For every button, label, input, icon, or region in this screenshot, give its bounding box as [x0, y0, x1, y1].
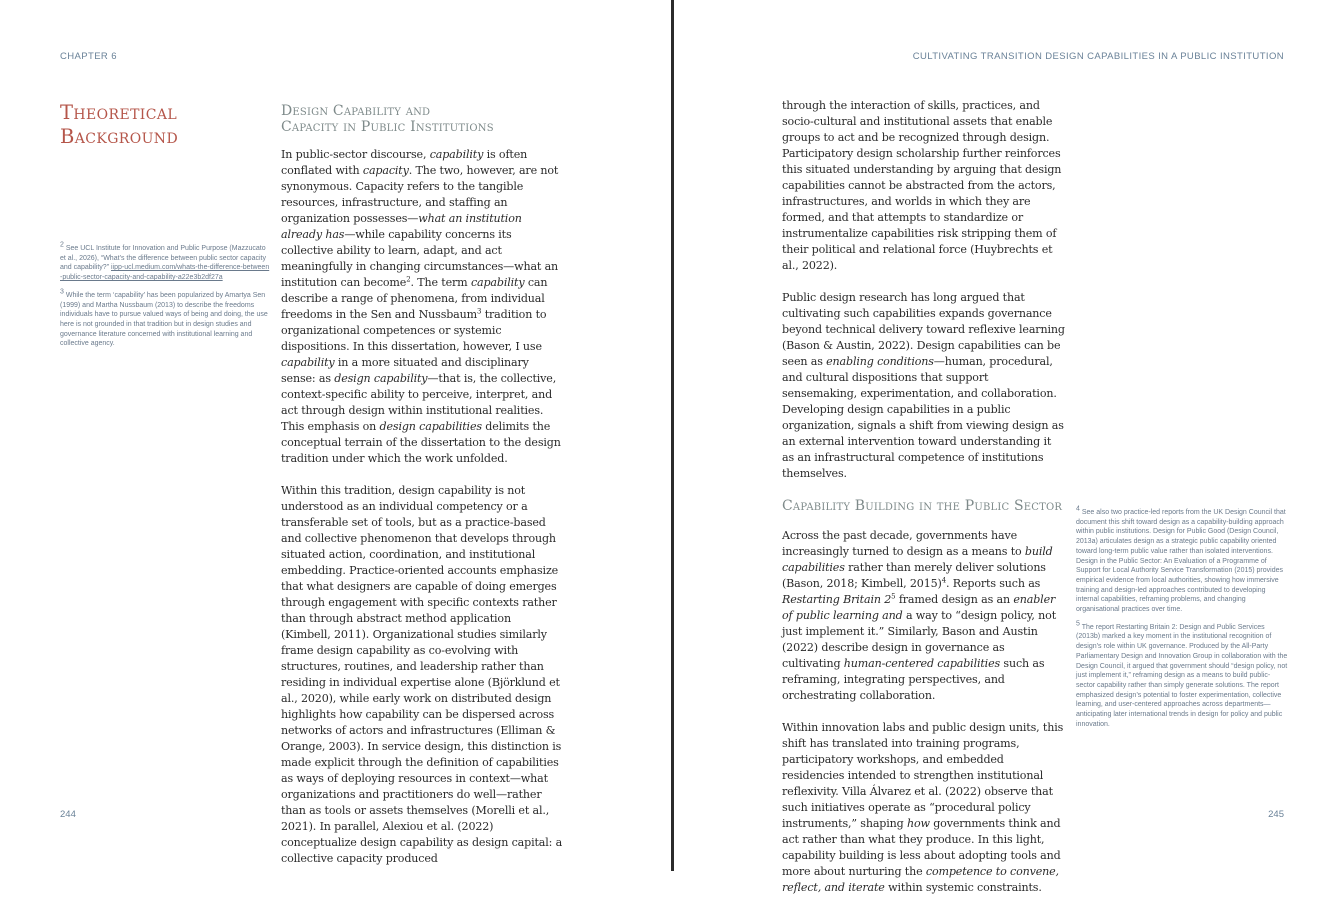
footnote-text: See also two practice-led reports from the UK Design Council that document this shift toward design as a capability-building approach within public institutions. Design for Public Good (Design Council, 2013a) articulates design as a strategic public capability oriented toward long-term public value rather than isolated interventions. Design in the Public Sector: An Evaluation of a Programme of Support for Local Authority Service Transformation (2015) provides empirical evidence from local authorities, showing how immersive training and design-led approaches contributed to developing internal capabilities, reframing problems, and changing organisational practices over time.	[1076, 509, 1286, 614]
footnote-text: The report Restarting Britain 2: Design and Public Services (2013b) marked a key moment in the institutional recognition of design’s role within UK governance. Produced by the All-Party Parliamentary Design and Innovation Group in collaboration with the Design Council, it argued that government should “design policy, not just implement it,” reframing design as a means to build public-sector capability rather than simply generate solutions. The report emphasized design’s potential to foster experimentation, collective learning, and user-centered approaches across departments—anticipating later international trends in design for policy and public innovation.	[1076, 623, 1288, 728]
italic-run: capability	[470, 276, 525, 289]
italic-run: what an institution already has	[281, 212, 522, 241]
paragraph	[782, 528, 1066, 704]
text-run: In public-sector discourse,	[281, 148, 430, 161]
text-run: Within innovation labs and public design units, this shift has translated into training programs, participatory workshops, and embedded residencies intended to strengthen institutional reflexivity. Villa Álvarez et al. (2022) observe that such initiatives operate as “procedural policy instruments,” shaping	[782, 721, 1064, 830]
footnote-number: 4	[1076, 505, 1080, 513]
italic-run: design capabilities	[379, 420, 482, 433]
right-page	[674, 0, 1344, 894]
section-title-line1: Design Capability and	[281, 103, 431, 119]
text-run: tradition to organizational competences or systemic dispositions. In this dissertation, however, I use	[281, 308, 547, 353]
footnote-number: 2	[60, 241, 64, 249]
footnote-number: 5	[1076, 620, 1080, 628]
footnote-2	[60, 241, 270, 283]
paragraph	[782, 720, 1066, 896]
text-run: . The term	[410, 276, 471, 289]
section-title-line2: Capacity in Public Institutions	[281, 119, 494, 135]
footnote-ref[interactable]: 4	[941, 576, 947, 585]
footnote-number: 3	[60, 288, 64, 296]
chapter-title-line1: Theoretical	[60, 101, 178, 124]
text-run: within systemic constraints.	[884, 881, 1042, 894]
body-text-left	[281, 147, 563, 883]
paragraph: Within this tradition, design capability is not understood as an individual competency or a transferable set of tools, but as a practice-based and collective phenomenon that develops through situated action, coordination, and institutional embedding. Practice-oriented accounts emphasize that what designers are capable of doing emerges through engagement with specific contexts rather than through abstract method application (Kimbell, 2011). Organizational studies similarly frame design capability as co-evolving with structures, routines, and leadership rather than residing in individual expertise alone (Björklund et al., 2020), while early work on distributed design highlights how capability can be dispersed across networks of actors and infrastructures (Elliman & Orange, 2003). In service design, this distinction is made explicit through the definition of capabilities as ways of deploying resources in context—what organizations and practitioners do well—rather than as tools or assets themselves (Morelli et al., 2021). In parallel, Alexiou et al. (2022) conceptualize design capability as design capital: a collective capacity produced	[281, 484, 563, 865]
chapter-title-line2: Background	[60, 125, 179, 148]
footnote-link[interactable]: iipp-ucl.medium.com/whats-the-difference-between-public-sector-capacity-and-capability-a22e3b2df27a	[60, 264, 270, 282]
italic-run: capability	[429, 148, 484, 161]
text-run: in a more situated and disciplinary sense: as	[281, 356, 529, 385]
footnote-5	[1076, 620, 1288, 730]
footnotes-right	[1076, 505, 1288, 737]
text-run: rather than merely deliver solutions (Bason, 2018; Kimbell, 2015)	[782, 561, 1046, 590]
page-number-left: 244	[60, 809, 76, 820]
text-run: governments think and act rather than what they produce. In this light, capability building is less about adopting tools and more about nurturing the	[782, 817, 1061, 878]
footnote-text: While the term ‘capability’ has been popularized by Amartya Sen (1999) and Martha Nussbaum (2013) to describe the freedoms individuals have to pursue valued ways of being and doing, the use here is not grounded in that tradition but in design studies and governance literature concerned with institutional learning and collective agency.	[60, 291, 268, 348]
italic-run: how	[906, 817, 930, 830]
text-run: —that is, the collective, context-specific ability to perceive, interpret, and act through design within institutional realities. This emphasis on	[281, 372, 557, 433]
text-run: Across the past decade, governments have increasingly turned to design as a means to	[782, 529, 1025, 558]
text-run: is often conflated with	[281, 148, 528, 177]
footnote-4	[1076, 505, 1288, 615]
italic-run: capacity	[362, 164, 409, 177]
footnote-ref[interactable]: 2	[406, 275, 411, 284]
footnote-3	[60, 288, 270, 349]
text-run: delimits the conceptual terrain of the dissertation to the design tradition under which the work unfolded.	[281, 420, 561, 465]
paragraph	[782, 290, 1066, 482]
paragraph: through the interaction of skills, practices, and socio-cultural and institutional assets that enable groups to act and be recognized through design. Participatory design scholarship further reinforces this situated understanding by arguing that design capabilities cannot be abstracted from the actors, infrastructures, and worlds in which they are formed, and that attempts to standardize or instrumentalize capabilities risk stripping them of their political and relational force (Huybrechts et al., 2022).	[782, 99, 1062, 272]
running-header-left: CHAPTER 6	[60, 51, 117, 62]
text-run: —human, procedural, and cultural dispositions that support sensemaking, experimentation, and collaboration. Developing design capabilities in a public organization, signals a shift from viewing design as an external intervention toward understanding it as an infrastructural competence of institutions themselves.	[782, 355, 1064, 480]
text-run: Public design research has long argued that cultivating such capabilities expands governance beyond technical delivery toward reflexive learning (Bason & Austin, 2022). Design capabilities can be seen as	[782, 291, 1065, 368]
italic-run: human-centered capabilities	[843, 657, 1001, 670]
italic-run: capability	[281, 356, 335, 369]
left-page	[0, 0, 671, 871]
running-header-right: CULTIVATING TRANSITION DESIGN CAPABILITIES IN A PUBLIC INSTITUTION	[912, 51, 1284, 62]
italic-run: Restarting Britain 2	[782, 593, 892, 606]
section-title-design-capability	[281, 103, 581, 135]
italic-run: enabler of public learning and	[782, 593, 1056, 622]
italic-run: competence to convene, reflect, and iterate	[782, 865, 1059, 894]
text-run: —while capability concerns its collective ability to learn, adapt, and act meaningfully in changing circumstances—what an institution can become	[281, 228, 559, 289]
text-run: such as reframing, integrating perspectives, and orchestrating collaboration.	[782, 657, 1045, 702]
footnotes-left	[60, 241, 270, 357]
section-title-capability-building: Capability Building in the Public Sector	[782, 498, 1063, 514]
footnote-ref[interactable]: 5	[891, 592, 896, 601]
italic-run: design capability	[334, 372, 428, 385]
italic-run: enabling conditions	[826, 355, 934, 368]
text-run: can describe a range of phenomena, from individual freedoms in the Sen and Nussbaum	[281, 276, 548, 321]
page-number-right: 245	[1268, 809, 1284, 820]
footnote-text: See UCL Institute for Innovation and Public Purpose (Mazzucato et al., 2026), “What’s the difference between public sector capacity and capability?”	[60, 245, 266, 272]
text-run: . The two, however, are not synonymous. Capacity refers to the tangible resources, infrastructure, and staffing an organization possesses—	[281, 164, 559, 225]
text-run: a way to “design policy, not just implement it.” Similarly, Bason and Austin (2022) describe design in governance as cultivating	[782, 609, 1057, 670]
italic-run: build capabilities	[782, 545, 1053, 574]
chapter-title	[60, 101, 260, 149]
text-run: framed design as an	[895, 593, 1014, 606]
footnote-ref[interactable]: 3	[477, 307, 482, 316]
body-text-right	[782, 98, 1066, 912]
paragraph	[281, 147, 563, 467]
text-run: . Reports such as	[946, 577, 1041, 590]
